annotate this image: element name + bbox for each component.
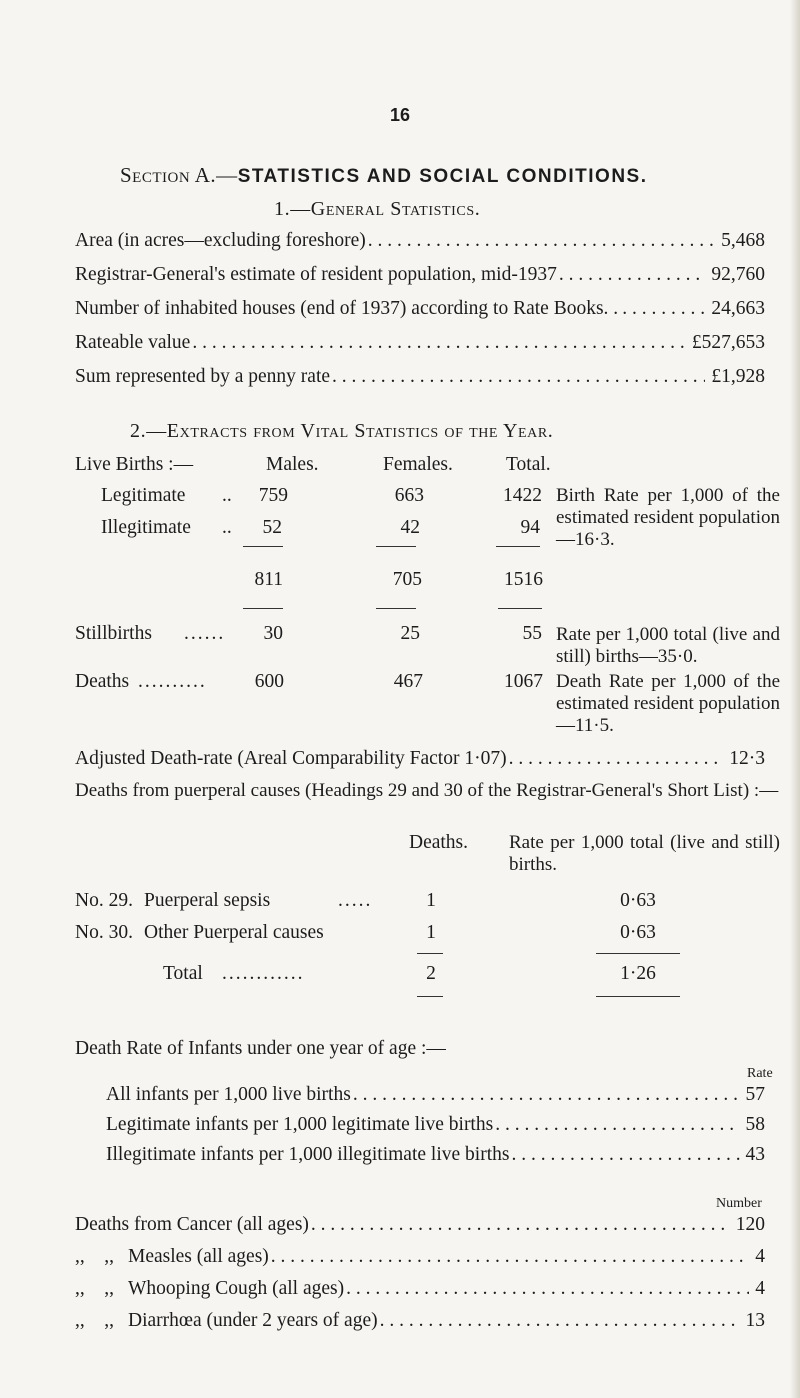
rule	[596, 996, 680, 997]
row-value: 4	[755, 1278, 765, 1299]
cause-row-measles	[75, 1244, 765, 1270]
cause-row-diarrhoea	[75, 1308, 765, 1334]
deaths-dots: ..........	[138, 671, 207, 692]
row-value: 57	[745, 1084, 765, 1105]
row-label: Deaths from Cancer (all ages)	[75, 1214, 309, 1235]
births-total-females: 705	[392, 569, 422, 590]
row-value: 4	[755, 1246, 765, 1267]
ditto-marks: ,, ,,	[75, 1278, 114, 1299]
puerperal-row-rate: 0·63	[620, 922, 656, 943]
puerperal-row-cause: Puerperal sepsis	[144, 890, 271, 911]
rule	[498, 608, 542, 609]
general-statistics-heading: 1.—General Statistics.	[274, 198, 481, 220]
rule	[243, 608, 283, 609]
row-value: 43	[745, 1144, 765, 1165]
row-label: Adjusted Death-rate (Areal Comparability Factor 1·07)	[75, 748, 507, 769]
infant-death-rate-heading: Death Rate of Infants under one year of age :—	[75, 1038, 446, 1059]
row-value: 58	[745, 1114, 765, 1135]
stillbirths-females: 25	[400, 623, 420, 644]
row-value: 24,663	[711, 298, 765, 319]
stillbirths-males: 30	[263, 623, 283, 644]
death-rate-note: Death Rate per 1,000 of the estimated resident population —11·5.	[556, 671, 780, 736]
adjusted-death-rate-row	[75, 746, 765, 772]
stillbirths-rate-note: Rate per 1,000 total (live and still) births—35·0.	[556, 624, 780, 667]
cause-row-cancer	[75, 1212, 765, 1238]
row-value: 5,468	[721, 230, 765, 251]
row-value: 92,760	[711, 264, 765, 285]
ditto-marks: ,, ,,	[75, 1246, 114, 1267]
puerperal-total-rate: 1·26	[620, 963, 656, 984]
row-value: 13	[745, 1310, 765, 1331]
legitimate-label: Legitimate	[101, 485, 186, 506]
males-header: Males.	[266, 454, 319, 475]
row-value: 12·3	[729, 748, 765, 769]
legitimate-females: 663	[394, 485, 424, 506]
illegitimate-dots: ..	[222, 517, 232, 538]
cause-row-whooping-cough	[75, 1276, 765, 1302]
general-row-houses	[75, 296, 765, 322]
row-label: Number of inhabited houses (end of 1937) according to Rate Books. .	[75, 298, 619, 319]
scan-edge-shadow	[790, 0, 800, 1398]
general-row-population	[75, 262, 765, 288]
infant-row-illegitimate	[106, 1142, 765, 1168]
births-total-total: 1516	[504, 569, 543, 590]
deaths-total: 1067	[504, 671, 543, 692]
number-column-header: Number	[716, 1196, 762, 1211]
puerperal-total-deaths: 2	[426, 963, 436, 984]
rule	[417, 953, 443, 954]
legitimate-dots: ..	[222, 485, 232, 506]
birth-rate-note: Birth Rate per 1,000 of the estimated resident population —16·3.	[556, 485, 780, 550]
legitimate-total: 1422	[503, 485, 542, 506]
illegitimate-label: Illegitimate	[101, 517, 191, 538]
illegitimate-females: 42	[400, 517, 420, 538]
puerperal-row-deaths: 1	[426, 890, 436, 911]
row-label: Rateable value	[75, 332, 191, 353]
puerperal-row-rate: 0·63	[620, 890, 656, 911]
row-label: Registrar-General's estimate of resident population, mid-1937	[75, 264, 557, 285]
row-value: £1,928	[711, 366, 765, 387]
puerperal-row-no: No. 30.	[75, 922, 133, 943]
row-label: Area (in acres—excluding foreshore)	[75, 230, 366, 251]
puerperal-intro-text: Deaths from puerperal causes (Headings 29 and 30 of the Registrar-General's Short List) :—	[75, 780, 779, 801]
puerperal-intro	[75, 779, 780, 802]
row-label: Sum represented by a penny rate	[75, 366, 331, 387]
section-prefix: Section A.—	[120, 163, 238, 187]
legitimate-males: 759	[258, 485, 288, 506]
section-title: STATISTICS AND SOCIAL CONDITIONS.	[237, 166, 648, 187]
infant-row-legitimate	[106, 1112, 765, 1138]
general-row-area	[75, 228, 765, 254]
general-row-penny-rate	[75, 364, 765, 390]
row-value: 120	[735, 1214, 765, 1235]
rule	[376, 608, 416, 609]
puerperal-rate-header: Rate per 1,000 total (live and still) births.	[509, 832, 780, 875]
stillbirths-dots: ......	[184, 623, 226, 644]
page-number: 16	[389, 105, 411, 125]
deaths-label: Deaths	[75, 671, 130, 692]
row-label: Measles (all ages)	[128, 1246, 269, 1267]
illegitimate-total: 94	[520, 517, 540, 538]
rule	[243, 546, 283, 547]
stillbirths-total: 55	[522, 623, 542, 644]
deaths-males: 600	[254, 671, 284, 692]
puerperal-row-cause: Other Puerperal causes	[144, 922, 324, 943]
rule	[376, 546, 416, 547]
row-label: All infants per 1,000 live births	[106, 1084, 351, 1105]
total-header: Total.	[506, 454, 551, 475]
puerperal-row-dots: .....	[338, 890, 373, 911]
illegitimate-males: 52	[262, 517, 282, 538]
rate-column-header: Rate	[747, 1066, 773, 1081]
puerperal-total-dots: ............	[222, 963, 305, 984]
vital-statistics-heading: 2.—Extracts from Vital Statistics of the Year.	[130, 420, 554, 442]
section-heading	[120, 163, 648, 188]
puerperal-row-no: No. 29.	[75, 890, 133, 911]
ditto-marks: ,, ,,	[75, 1310, 114, 1331]
puerperal-total-label: Total	[163, 963, 203, 984]
row-label: Whooping Cough (all ages)	[128, 1278, 345, 1299]
stillbirths-label: Stillbirths	[75, 623, 152, 644]
infant-row-all	[106, 1082, 765, 1108]
rule	[417, 996, 443, 997]
puerperal-row-deaths: 1	[426, 922, 436, 943]
rule	[596, 953, 680, 954]
puerperal-deaths-header: Deaths.	[409, 832, 469, 853]
rule	[496, 546, 540, 547]
row-label: Diarrhœa (under 2 years of age)	[128, 1310, 378, 1331]
females-header: Females.	[383, 454, 453, 475]
live-births-label: Live Births :—	[75, 454, 194, 475]
deaths-females: 467	[393, 671, 423, 692]
row-value: £527,653	[691, 332, 765, 353]
row-label: Legitimate infants per 1,000 legitimate live births	[106, 1114, 494, 1135]
general-row-rateable-value	[75, 330, 765, 356]
row-label: Illegitimate infants per 1,000 illegitimate live births	[106, 1144, 510, 1165]
births-total-males: 811	[254, 569, 283, 590]
